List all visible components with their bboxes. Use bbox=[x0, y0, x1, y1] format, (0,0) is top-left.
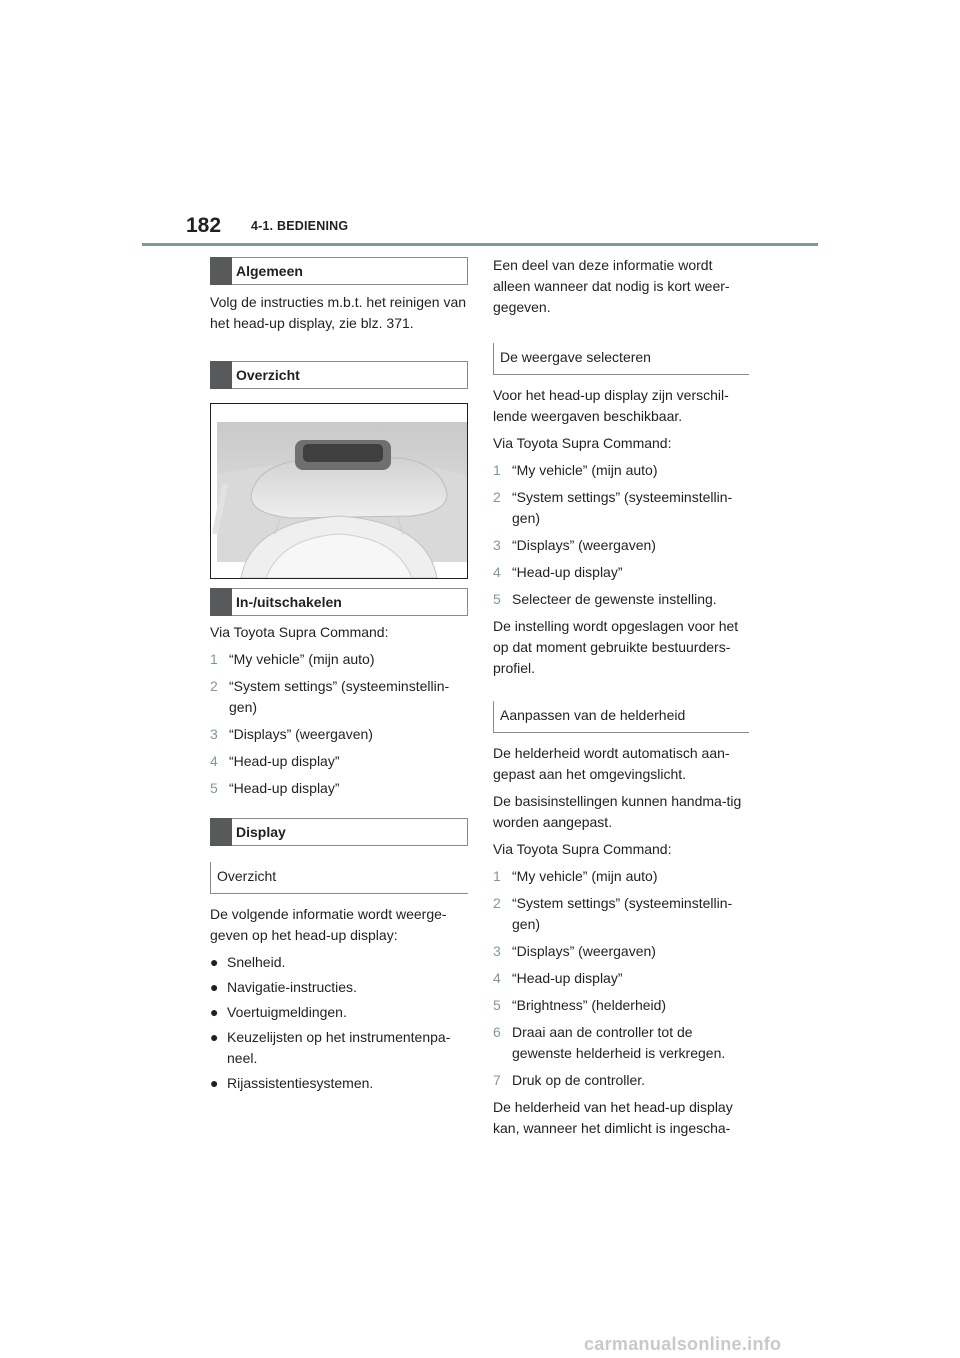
list-item: ● Snelheid. bbox=[210, 952, 468, 973]
inuit-intro: Via Toyota Supra Command: bbox=[210, 624, 389, 640]
header-rule bbox=[142, 243, 818, 246]
section-marker bbox=[210, 818, 232, 846]
head-up-display-figure bbox=[210, 403, 468, 579]
list-item: 1 “My vehicle” (mijn auto) bbox=[493, 868, 658, 884]
section-in-uitschakelen bbox=[210, 588, 468, 616]
section-overzicht bbox=[210, 361, 468, 389]
bullet-icon: ● bbox=[210, 1075, 219, 1091]
subhead-title: De weergave selecteren bbox=[500, 349, 651, 365]
right-intro: Een deel van deze informatie wordt alleen wanneer dat nodig is kort weer-gegeven. bbox=[493, 257, 730, 315]
right-column bbox=[493, 255, 751, 1139]
list-item: 2 “System settings” (systeeminstellin-gen) bbox=[493, 489, 733, 526]
list-item: ● Navigatie-instructies. bbox=[210, 977, 468, 998]
list-item: 4 “Head-up display” bbox=[493, 564, 623, 580]
display-intro: De volgende informatie wordt weerge-geven op het head-up display: bbox=[210, 906, 447, 943]
list-item: 1 “My vehicle” (mijn auto) bbox=[493, 462, 658, 478]
subhead-weergave bbox=[493, 343, 749, 375]
bullet-icon: ● bbox=[210, 979, 219, 995]
weergave-outro: De instelling wordt opgeslagen voor het op dat moment gebruikte bestuurders-profiel. bbox=[493, 618, 739, 676]
helderheid-text-1: De helderheid wordt automatisch aan-gepast aan het omgevingslicht. bbox=[493, 745, 730, 782]
helderheid-outro: De helderheid van het head-up display kan, wanneer het dimlicht is ingescha- bbox=[493, 1099, 733, 1136]
list-item: 3 “Displays” (weergaven) bbox=[493, 537, 656, 553]
list-item: 4 “Head-up display” bbox=[210, 753, 340, 769]
left-column bbox=[210, 257, 468, 1098]
list-item: 6 Draai aan de controller tot de gewenste helderheid is verkregen. bbox=[493, 1024, 726, 1061]
section-marker bbox=[210, 257, 232, 285]
list-item: 5 Selecteer de gewenste instelling. bbox=[493, 591, 717, 607]
weergave-via: Via Toyota Supra Command: bbox=[493, 435, 672, 451]
subhead-title: Overzicht bbox=[217, 868, 277, 884]
helderheid-via: Via Toyota Supra Command: bbox=[493, 841, 672, 857]
list-item: ● Voertuigmeldingen. bbox=[210, 1002, 468, 1023]
display-bullets bbox=[210, 952, 468, 1094]
bullet-icon: ● bbox=[210, 1004, 219, 1020]
watermark: carmanualsonline.info bbox=[584, 1334, 782, 1354]
list-item: ● Keuzelijsten op het instrumentenpa-neel. bbox=[210, 1029, 451, 1066]
list-item: 5 “Head-up display” bbox=[210, 780, 340, 796]
list-item: 4 “Head-up display” bbox=[493, 970, 623, 986]
bullet-icon: ● bbox=[210, 1029, 219, 1045]
list-item: 2 “System settings” (systeeminstellin-gen) bbox=[210, 678, 450, 715]
list-item: 2 “System settings” (systeeminstellin-gen) bbox=[493, 895, 733, 932]
section-algemeen bbox=[210, 257, 468, 285]
section-title: In-/uitschakelen bbox=[236, 594, 342, 610]
hud-illustration bbox=[211, 404, 467, 578]
chapter-title: 4-1. BEDIENING bbox=[251, 219, 349, 233]
list-item: 3 “Displays” (weergaven) bbox=[210, 726, 373, 742]
inuit-steps bbox=[210, 649, 468, 799]
algemeen-text: Volg de instructies m.b.t. het reinigen van het head-up display, zie blz. 371. bbox=[210, 294, 467, 331]
section-marker bbox=[210, 588, 232, 616]
helderheid-text-2: De basisinstellingen kunnen handma-tig worden aangepast. bbox=[493, 793, 742, 830]
page-number: 182 bbox=[186, 214, 222, 237]
section-title: Overzicht bbox=[236, 367, 300, 383]
section-title: Display bbox=[236, 824, 286, 840]
section-title: Algemeen bbox=[236, 263, 303, 279]
weergave-steps bbox=[493, 460, 751, 610]
subhead-title: Aanpassen van de helderheid bbox=[500, 707, 686, 723]
section-display bbox=[210, 818, 468, 846]
list-item: 1 “My vehicle” (mijn auto) bbox=[210, 651, 375, 667]
list-item: ● Rijassistentiesystemen. bbox=[210, 1073, 468, 1094]
subhead-overzicht bbox=[210, 862, 468, 894]
weergave-text: Voor het head-up display zijn verschil-lende weergaven beschikbaar. bbox=[493, 387, 729, 424]
list-item: 5 “Brightness” (helderheid) bbox=[493, 997, 667, 1013]
list-item: 7 Druk op de controller. bbox=[493, 1072, 646, 1088]
section-marker bbox=[210, 361, 232, 389]
list-item: 3 “Displays” (weergaven) bbox=[493, 943, 656, 959]
helderheid-steps bbox=[493, 866, 751, 1091]
bullet-icon: ● bbox=[210, 954, 219, 970]
page-header bbox=[0, 0, 960, 250]
subhead-helderheid bbox=[493, 701, 749, 733]
